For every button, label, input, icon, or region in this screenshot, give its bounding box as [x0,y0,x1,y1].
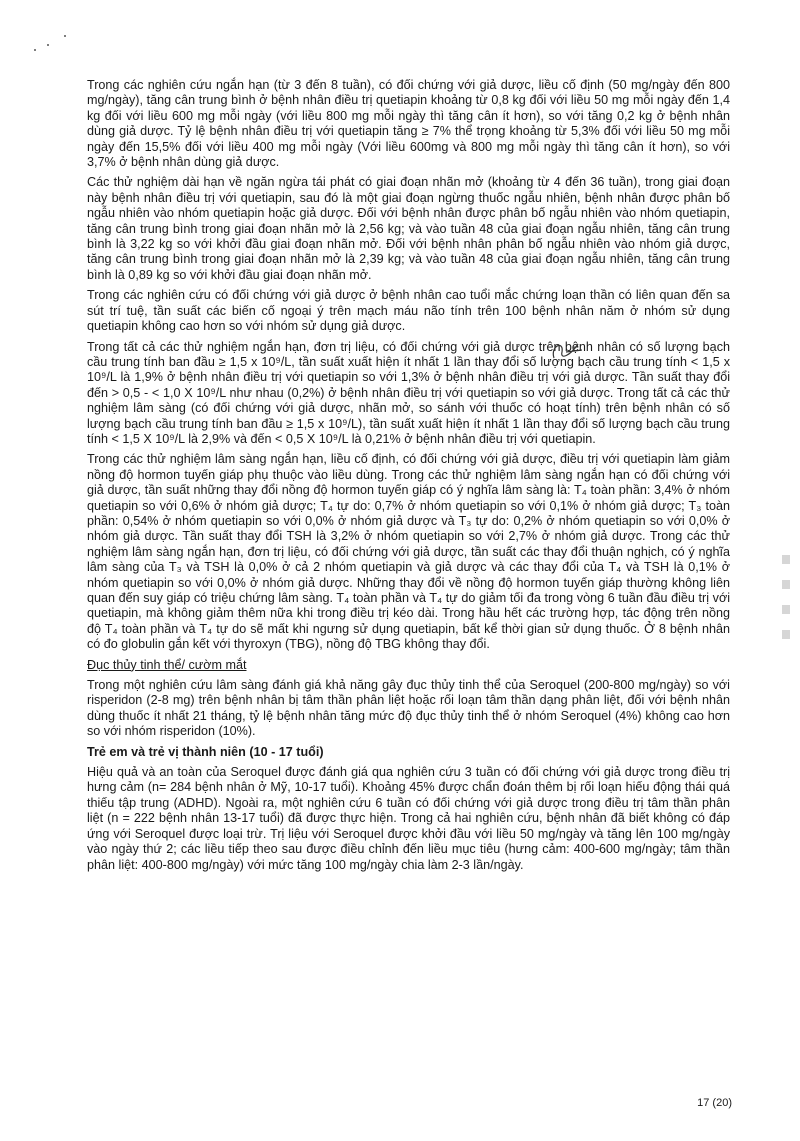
paragraph-cerebrovascular: Trong các nghiên cứu có đối chứng với giả dược ở bệnh nhân cao tuổi mắc chứng loạn thần có liên quan đến sa sút trí tuệ, tần suất các biến cố ngoại ý trên mạch máu não tính trên 100 bệnh nhân năm ở nhóm sử dụng quetiapin không cao hơn so với nhóm sử dụng giả dược. [87,288,730,334]
paragraph-cataract: Trong một nghiên cứu lâm sàng đánh giá khả năng gây đục thủy tinh thể của Seroquel (200-800 mg/ngày) so với risperidon (2-8 mg) trên bệnh nhân bị tâm thần phân liệt hoặc rối loạn tâm thần dạng phân liệt, đối với bệnh nhân dùng thuốc ít nhất 21 tháng, tỷ lệ bệnh nhân tăng mức độ đục thủy tinh thể ở nhóm Seroquel (4%) không cao hơn so với nhóm risperidon (10%). [87,678,730,739]
heading-cataract: Đục thủy tinh thể/ cườm mắt [87,657,247,672]
scan-edge-marks [782,555,796,665]
page-number: 17 (20) [697,1097,732,1109]
paragraph-neutrophils: Trong tất cả các thử nghiệm ngắn hạn, đơn trị liệu, có đối chứng với giả dược trên bệnh nhân có số lượng bạch cầu trung tính ban đầu ≥ 1,5 x 10⁹/L, tần suất xuất hiện ít nhất 1 lần thay đổi số lượng bạch cầu trung tính < 1,5 x 10⁹/L là 1,9% ở bệnh nhân điều trị với quetiapin so với 1,3% ở bệnh nhân điều trị với giả dược. Tần suất thay đổi đến > 0,5 - < 1,0 X 10⁹/L như nhau (0,2%) ở bệnh nhân điều trị với quetiapin so với giả dược. Trong tất cả các thử nghiệm lâm sàng (có đối chứng với giả dược, nhãn mở, so sánh với thuốc có hoạt tính) trên bệnh nhân có số lượng bạch cầu trung tính ban đầu ≥ 1,5 x 10⁹/L), tần suất xuất hiện ít nhất 1 lần thay đổi số lượng bạch cầu trung tính < 1,5 X 10⁹/L là 2,9% và đến < 0,5 X 10⁹/L là 0,21% ở bệnh nhân điều trị với quetiapin. [87,339,730,446]
paragraph-weight-gain-long: Các thử nghiệm dài hạn về ngăn ngừa tái phát có giai đoạn nhãn mở (khoảng từ 4 đến 36 tuần), trong giai đoạn này bệnh nhân điều trị với quetiapin, sau đó là một giai đoạn ngừng thuốc ngẫu nhiên, bệnh nhân được phân bố ngẫu nhiên vào nhóm quetiapin hoặc giả dược. Đối với bệnh nhân được phân bố ngẫu nhiên vào nhóm quetiapin, tăng cân trung bình trong giai đoạn nhãn mở là 2,56 kg; và vào tuần 48 của giai đoạn ngẫu nhiên, tăng cân trung bình là 3,22 kg so với khởi đầu giai đoạn nhãn mở. Đối với bệnh nhân phân bố ngẫu nhiên vào nhóm giả dược, tăng cân trung bình trong giai đoạn nhãn mở là 2,39 kg; và vào tuần 48 của giai đoạn ngẫu nhiên, tăng cân trung bình là 0,89 kg so với khởi đầu giai đoạn nhãn mở. [87,175,730,282]
paragraph-thyroid: Trong các thử nghiệm lâm sàng ngắn hạn, liều cố định, có đối chứng với giả dược, điều trị với quetiapin làm giảm nồng độ hormon tuyến giáp phụ thuộc vào liều dùng. Trong các thử nghiệm lâm sàng ngắn hạn có đối chứng với giả dược, tần suất những thay đổi nồng độ hormon tuyến giáp có ý nghĩa lâm sàng là: T₄ toàn phần: 3,4% ở nhóm quetiapin so với 0,6% ở nhóm giả dược; T₄ tự do: 0,7% ở nhóm quetiapin so với 0,1% ở nhóm giả dược; T₃ toàn phần: 0,54% ở nhóm quetiapin so với 0,0% ở nhóm giả dược và T₃ tự do: 0,2% ở nhóm quetiapin so với 0,0% ở nhóm giả dược. Tần suất thay đổi TSH là 3,2% ở nhóm quetiapin so với 2,7% ở nhóm giả dược. Trong các thử nghiệm lâm sàng ngắn hạn, đơn trị liệu, có đối chứng với giả dược, tần suất các thay đổi thuận nghịch, có ý nghĩa lâm sàng của T₃ và TSH là 0,0% ở cả 2 nhóm quetiapin và giả dược và các thay đổi của T₄ và TSH là 0,1% ở nhóm quetiapin so với 0,0% ở nhóm giả dược. Những thay đổi về nồng độ hormon tuyến giáp thường không liên quan đến suy giáp có triệu chứng lâm sàng. T₄ toàn phần và T₄ tự do giảm tối đa trong vòng 6 tuần đầu điều trị với quetiapin, mà không giảm thêm nữa khi trong điều trị kéo dài. Trong hầu hết các trường hợp, tác động trên nồng độ T₄ toàn phần và T₄ tự do sẽ mất khi ngưng sử dụng quetiapin, bất kể thời gian sử dụng thuốc. Ở 8 bệnh nhân có đo globulin gắn kết với thyroxyn (TBG), nồng độ TBG không thay đổi. [87,452,730,652]
paragraph-weight-gain-short: Trong các nghiên cứu ngắn hạn (từ 3 đến 8 tuần), có đối chứng với giả dược, liều cố định (50 mg/ngày đến 800 mg/ngày), tăng cân trung bình ở bệnh nhân điều trị quetiapin khoảng từ 0,8 kg đối với liều 50 mg mỗi ngày đến 1,4 kg đối với liều 600 mg mỗi ngày (với liều 800 mg mỗi ngày thì tăng cân ít hơn), so với tăng 0,2 kg ở bệnh nhân dùng giả dược. Tỷ lệ bệnh nhân điều trị với quetiapin tăng ≥ 7% thể trọng khoảng từ 5,3% đối với liều 50 mg mỗi ngày đến 15,5% đối với liều 400 mg mỗi ngày (Với liều 600mg và 800 mg mỗi ngày thì tăng cân ít hơn), so với 3,7% ở bệnh nhân dùng giả dược. [87,78,730,170]
document-body [87,78,730,878]
paragraph-children: Hiệu quả và an toàn của Seroquel được đánh giá qua nghiên cứu 3 tuần có đối chứng với giả dược trong điều trị hưng cảm (n= 284 bệnh nhân ở Mỹ, 10-17 tuổi). Khoảng 45% được chẩn đoán thêm bị rối loạn hiếu động thái quá thiếu tập trung (ADHD). Ngoài ra, một nghiên cứu 6 tuần có đối chứng với giả dược trong điều trị tâm thần phân liệt (n = 222 bệnh nhân 13-17 tuổi) đã được thực hiện. Trong cả hai nghiên cứu, bệnh nhân đã biết không có đáp ứng với Seroquel được loại trừ. Trị liệu với Seroquel được khởi đầu với liều 50 mg/ngày và tăng lên 100 mg/ngày vào ngày thứ 2; các liều tiếp theo sau được điều chỉnh đến liều mục tiêu (hưng cảm: 400-600 mg/ngày; tâm thần phân liệt: 400-800 mg/ngày) với mức tăng 100 mg/ngày chia làm 2-3 lần/ngày. [87,765,730,872]
heading-children: Trẻ em và trẻ vị thành niên (10 - 17 tuổi) [87,744,324,759]
initials-signature [548,338,588,364]
